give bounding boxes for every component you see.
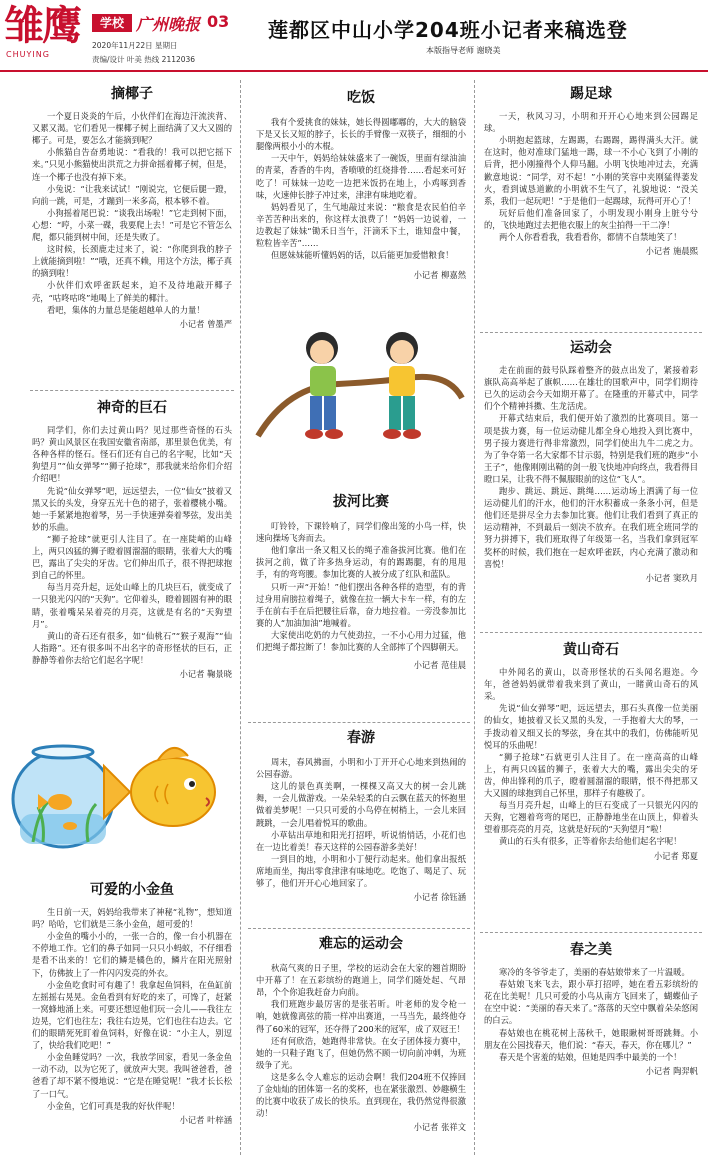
paragraph: 一天中午，妈妈给妹妹盛来了一碗饭，里面有绿油油的青菜，香香的牛肉，香喷喷的红烧排骨……看起来可好吃了！可妹妹一边吃一边把米饭扔在地上，小鸡啄到香味，火速伸长脖子冲过来，津津有味地吃着。 [256, 153, 466, 200]
paragraph: “狮子抢球”就更引人注目了。在一座陡峭的山峰上，两只凶猛的狮子瞪着圆溜溜的眼睛，张着大大的嘴巴，露出了尖尖的牙齿。它们伸出爪子，很不得把球抱到自己的怀里。 [32, 533, 232, 581]
tug-of-war-illustration [252, 318, 468, 468]
header-rule [0, 70, 708, 72]
article-sports-day [484, 342, 698, 584]
article-title: 难忘的运动会 [319, 936, 403, 952]
paragraph: 先说“仙女弹琴”吧，远远望去，一位“仙女”披着又黑又长的头发，身穿五光十色的裙子，张着樱桃小嘴。她一手紧紧地抱着琴，另一手快速弹奏着琴弦，发出美妙的乐曲。 [32, 485, 232, 532]
article-title: 黄山奇石 [563, 642, 619, 658]
paragraph: 这儿的景色真美啊，一棵棵又高又大的树一会儿跳舞，一会儿做游戏。一朵朵轻柔的白云飘在蓝天的怀抱里做着美梦呢！一只只可爱的小鸟停在树梢上，一会儿来回踱跳，一会儿唱着悦耳的歌曲。 [256, 781, 466, 828]
paragraph: 叮铃铃，下课铃响了，同学们像出笼的小鸟一样，快速向操场飞奔而去。 [256, 521, 466, 544]
article-rocks [32, 402, 232, 680]
paragraph: 但愿妹妹能听懂妈妈的话，以后能更加爱惜粮食！ [270, 250, 454, 261]
section-divider [248, 928, 470, 929]
page-title: 莲都区中山小学204班小记者来稿选登 [268, 18, 628, 42]
paragraph: 同学们，你们去过黄山吗？见过那些奇怪的石头吗？黄山风景区在我国安徽省南部，那里景色优美，有各种各样的怪石。怪石们还有自己的名字呢，比如“天狗望月”“仙女弹琴”“狮子抢球”，那我就来给你们介绍介绍吧！ [32, 425, 232, 484]
article-tug-of-war [256, 496, 466, 671]
paragraph: 春姑娘飞来飞去，跟小草打招呼，她在看五彩缤纷的花在比美呢！几只可爱的小鸟从南方飞回来了，蝴蝶仙子在空中说：“美丽的春天来了。”落落的天空中飘着朵朵悠闲的白云。 [484, 979, 698, 1026]
article-spring-beauty [484, 944, 698, 1077]
paragraph: 小伙伴们欢呼雀跃起来，迫不及待地敲开椰子壳，“咕咚咕咚”地喝上了鲜美的椰汁。 [32, 280, 232, 303]
paragraph: 春姑娘也在桃花树上荡秋千，她眼瞅树哥哥跳舞。小朋友在公园找春天，他们说：“春天，春天，你在哪儿？” [484, 1027, 698, 1050]
paragraph: 周末，春风拂面，小明和小丁开开心心地来到热闹的公园春游。 [256, 757, 466, 780]
paragraph: 生日前一天，妈妈给我带来了神秘“礼物”，想知道吗？哈哈，它们就是三条小金鱼，超可爱的！ [32, 907, 232, 930]
paragraph: 小草钻出草地和阳光打招呼，听说悄悄话，小花们也在一边比着美！春天这样的公园春游多美好！ [256, 829, 466, 852]
paragraph: 只听一声“开始！”他们摆出各种各样的造型，有的背过身用肩膀拉着绳子，就像在拉一辆大卡车一样，有的左手在前右手在后把腰往后靠，奋力地拉着。一旁没参加比赛的人“加油加油”地喊着。 [256, 581, 466, 628]
article-title: 运动会 [570, 340, 612, 356]
section-divider [480, 932, 702, 933]
paragraph: 先说“仙女弹琴”吧，远远望去，那石头真像一位美丽的仙女，她披着又长又黑的头发，一手抱着大大的琴，一手拨动着又细又长的琴弦，身在其中的我们，仿佛能听见悦耳的乐曲呢！ [484, 703, 698, 750]
paragraph: 我们班跑步最厉害的是张若昕。叶老师的发令枪一响，她就像离弦的箭一样冲出赛道，一马当先，最终他夺得了60米的冠军，还夺得了200米的冠军，成了双冠王！ [256, 999, 466, 1034]
paragraph: 一到目的地，小明和小丁便行动起来。他们拿出报纸席地而坐，掏出零食津津有味地吃。吃饱了、喝足了、玩够了，他们开开心心地回家了。 [256, 853, 466, 889]
byline: 小记者 曾墨严 [179, 318, 232, 329]
article-title: 春之美 [570, 942, 612, 958]
byline: 小记者 郑夏 [653, 850, 698, 861]
byline: 小记者 徐钰涵 [413, 892, 466, 903]
rope-icon [258, 377, 462, 436]
paragraph: 大家使出吃奶的力气使劲拉，一不小心用力过猛，他们把绳子都拉断了！参加比赛的人全部摔了个四脚朝天。 [256, 629, 466, 653]
paper-name: 广州晚报 [136, 15, 201, 34]
column-divider-1 [240, 80, 241, 1155]
paragraph: 小狗摇着尾巴说：“谈我出场啦！”它走到树下面，心想：“哼，小菜一碟，我要爬上去！”可是它不管怎么爬，都只能到树中间，还是失败了。 [32, 207, 232, 243]
paragraph: 秋高气爽的日子里，学校的运动会在大家的翘首期盼中开幕了！在五彩缤纷的跑道上，同学们随处起、气昂昂，个个你追我赶奋力向前。 [256, 963, 466, 998]
paragraph: 中外闻名的黄山，以奇形怪状的石头闻名遐迩。今年，爸爸妈妈就带着我来到了黄山，一睹黄山奇石的风采。 [484, 667, 698, 702]
paragraph: 寒冷的冬爷爷走了，美丽的春姑娘带来了一片温暖。 [498, 967, 690, 978]
masthead-logo: 雏鹰 [4, 2, 80, 49]
paragraph: 我有个爱挑食的妹妹，她长得圆嘟嘟的，大大的脑袋下是又长又短的脖子，长长的手臂像一双筷子，细细的小腿像两根小小的木棍。 [256, 117, 466, 152]
paragraph: 小熊猫自告奋勇地说：“看我的！我可以把它摇下来。”只见小熊猫使出洪荒之力拼命摇着椰子树，但是，连一个椰子也没有掉下来。 [32, 147, 232, 182]
article-title: 神奇的巨石 [97, 400, 167, 416]
issue-number: 03 [207, 12, 230, 31]
section-divider [480, 332, 702, 333]
paragraph: 两个人你看看我，我看看你，都情不自禁地笑了！ [498, 232, 682, 243]
date-line: 2020年11月22日 星期日 [92, 41, 178, 50]
paragraph: 每当月亮升起，山峰上的巨石变成了一只银光闪闪的天狗，它翘着弯弯的尾巴，正静静地坐在山顶上，仰着头望着那亮亮的月亮，这就是好玩的“天狗望月”啦！ [484, 800, 698, 835]
paragraph: 小金鱼，它们可真是我的好伙伴呢！ [46, 1100, 180, 1111]
article-title: 摘椰子 [111, 86, 153, 102]
article-memorable-sports-day [256, 938, 466, 1133]
paragraph: 黄山的石头有很多，正等着你去给他们起名字呢！ [498, 836, 682, 847]
masthead-pinyin: CHUYING [6, 50, 50, 59]
article-title: 吃饭 [347, 90, 375, 106]
boy-right-icon [389, 366, 415, 396]
paragraph: 看吧，集体的力量总是能超越单人的力量！ [46, 304, 205, 315]
advisor-line: 本版指导老师 谢晓美 [426, 46, 501, 55]
paragraph: 开幕式结束后，我们便开始了激烈的比赛项目。第一项是拔力赛，每一位运动健儿都全身心地投入到比赛中，男子接力赛进行得非常激烈，同学们使出九牛二虎之力。为了争夺第一名大家都不甘示弱，特别是我们班的跑步“小王子”，他像刚刚出鞘的剑一般飞快地冲向终点，我看得目瞪口呆，让我不得不佩服眼前的这位“飞人”。 [484, 413, 698, 484]
paragraph: 妈妈看见了，生气地敲过来说：“粮食是农民伯伯辛辛苦苦种出来的，你这样太浪费了！”妈妈一边说着，一边教起了妹妹“锄禾日当午，汗滴禾下土，谁知盘中餐，粒粒皆辛苦”…… [256, 201, 466, 249]
paragraph: “狮子抢球”石就更引人注目了。在一座高高的山峰上，有两只凶猛的狮子，张着大大的嘴，露出尖尖的牙齿，伸出锋利的爪子，瞪着圆溜溜的眼睛，恨不得把那又大又圆的球抱到自己怀里，那样子有趣极了。 [484, 751, 698, 799]
paragraph: 他们拿出一条又粗又长的绳子准备拔河比赛。他们在拔河之前，做了许多热身运动，有的踢踢腿，有的甩甩手，有的弯弯腰。参加比赛的人被分成了红队和蓝队。 [256, 545, 466, 580]
paragraph: 小明抱起篮球，左踢踢，右踢踢，踢得满头大汗。就在这时，他对准球门猛地一踢，球一不小心飞到了小刚的后背，把小刚撞得个人仰马翻。小明飞快地冲过去，充满歉意地说：“同学，对不起！”小刚的笑容中夹刚猛得萎发火，看到诚恳道歉的小明就不生气了，礼貌地说：“没关系，我们一起玩吧！”于是他们一起踢球，玩得可开心了！ [484, 135, 698, 206]
paragraph: 这是多么令人难忘的运动会啊！我们204班不仅捧回了金灿灿的团体第一名的奖杯，也在紧张激烈、妙趣横生的比赛中收获了成长的快乐。直到现在，我仍然觉得很激动！ [256, 1071, 466, 1119]
article-goldfish [32, 884, 232, 1126]
article-title: 可爱的小金鱼 [90, 882, 174, 898]
byline: 小记者 范佳晨 [413, 660, 466, 671]
article-title: 拔河比赛 [333, 494, 389, 510]
byline: 小记者 柳嘉然 [413, 270, 466, 281]
byline: 小记者 陶羿帆 [645, 1065, 698, 1076]
paragraph: 这时候，长颈鹿走过来了，说：“你爬到我的脖子上就能摘到啦！”“哦，还真不赖，用这个方法，椰子真的摘到啦！ [32, 244, 232, 279]
column-divider-2 [474, 80, 475, 1155]
article-football [484, 88, 698, 257]
paragraph: 走在前面的鼓号队踩着整齐的鼓点出发了，紧接着彩旗队高高举起了旗帜……在雄壮的国歌声中，同学们期待已久的运动会今天如期开幕了。在隆重的开幕式中，同学们个个精神抖擞、生龙活虎。 [484, 365, 698, 412]
paragraph: 黄山的奇石还有很多，如“仙桃石”“猴子观海”“仙人指路”。还有很多叫不出名字的奇形怪状的巨石，正静静等着你去给它们起名字呢！ [32, 630, 232, 665]
section-divider [480, 632, 702, 633]
article-title: 踢足球 [570, 86, 612, 102]
paragraph: 小金鱼的嘴小小的，一张一合的，像一台小机器在不停地工作。它们的鼻子如同一只只小蚂蚁，不仔细看是看不出来的！它们的鳞是橘色的，鳞片在阳光照射下，仿佛披上了一件闪闪发亮的外衣。 [32, 931, 232, 978]
byline: 小记者 叶梓涵 [179, 1114, 232, 1125]
paragraph: 玩好后他们准备回家了，小明发现小刚身上脏兮兮的，飞快地跑过去把他衣服上的灰尘拍得一干二净！ [484, 207, 698, 230]
fish-icon [131, 758, 215, 826]
article-title: 春游 [347, 730, 375, 746]
boy-left-icon [310, 366, 336, 396]
paragraph: 小金鱼睡觉吗？一次，我放学回家，看见一条金鱼一动不动，以为它死了，就放声大哭。我叫爸爸看，爸爸看了却不紧不慢地说：“它是在睡觉呢！”我才长长松了一口气。 [32, 1052, 232, 1099]
paragraph: 跑步、跳远、跳远、跳绳……运动场上洒满了每一位运动健儿们的汗水，他们的汗水积蓄成一条条小河，但是他们还是拼尽全力去参加比赛。他们让我们看到了真正的运动精神，不到最后一刻决不放弃。在我们班全班同学的努力拼搏下，我们班取得了年级第一名，当我们拿到冠军奖杯的时候，我们抱在一起欢呼雀跃，内心充满了激动和喜悦！ [484, 486, 698, 569]
byline: 小记者 鞠景晓 [179, 668, 232, 679]
paragraph: 春天是个害羞的姑娘，但她是四季中最美的一个！ [498, 1051, 682, 1062]
section-divider [30, 390, 234, 391]
school-badge: 学校 [92, 14, 132, 32]
article-meal [256, 92, 466, 281]
section-divider [248, 722, 470, 723]
paragraph: 还有何欣浩，她跑得非常快。在女子团体接力赛中，她的一只鞋子跑飞了，但她仍然不顾一切向前冲刺，为班级争了光。 [256, 1035, 466, 1070]
paragraph: 小金鱼吃食时可有趣了！我拿起鱼饲料，在鱼缸前左摇摇右晃晃。金鱼看到有好吃的来了，可馋了，赶紧一窝蜂地涌上来。可要还想逗他们玩一会儿——我往左边晃，它们也往左；我往右边晃，它们也往右边去。它们的眼睛死死盯着鱼饲料，好像在说：“小主人，别逗了，快给我们吃吧！” [32, 979, 232, 1051]
editor-line: 责编/设计 叶美 热线 2112036 [92, 55, 196, 64]
paragraph: 每当月亮升起，远处山峰上的几块巨石，就变成了一只狼光闪闪的“天狗”。它仰着头，瞪着圆圆有神的眼睛，张着嘴呆呆着亮的月亮，这就是有名的“天狗望月”。 [32, 582, 232, 629]
paragraph: 小兔说：“让我来试试！”刚说完，它便后腿一蹬，向前一跳，可是，才蹦到一米多高，根本够不着。 [32, 183, 232, 206]
article-coconut [32, 88, 232, 330]
byline: 小记者 窦玖月 [645, 572, 698, 583]
byline: 小记者 张祥文 [413, 1122, 466, 1133]
byline: 小记者 施晨熙 [645, 246, 698, 257]
article-huangshan [484, 644, 698, 862]
paragraph: 一个夏日炎炎的午后，小伙伴们在海边汗流浃背、又累又渴。它们看见一棵椰子树上面结满了又大又圆的椰子。可是，要怎么才能摘到呢？ [32, 111, 232, 146]
goldfish-illustration [8, 714, 228, 864]
paragraph: 一天，秋风习习，小明和开开心心地来到公园踢足球。 [484, 111, 698, 134]
article-spring-outing [256, 732, 466, 903]
